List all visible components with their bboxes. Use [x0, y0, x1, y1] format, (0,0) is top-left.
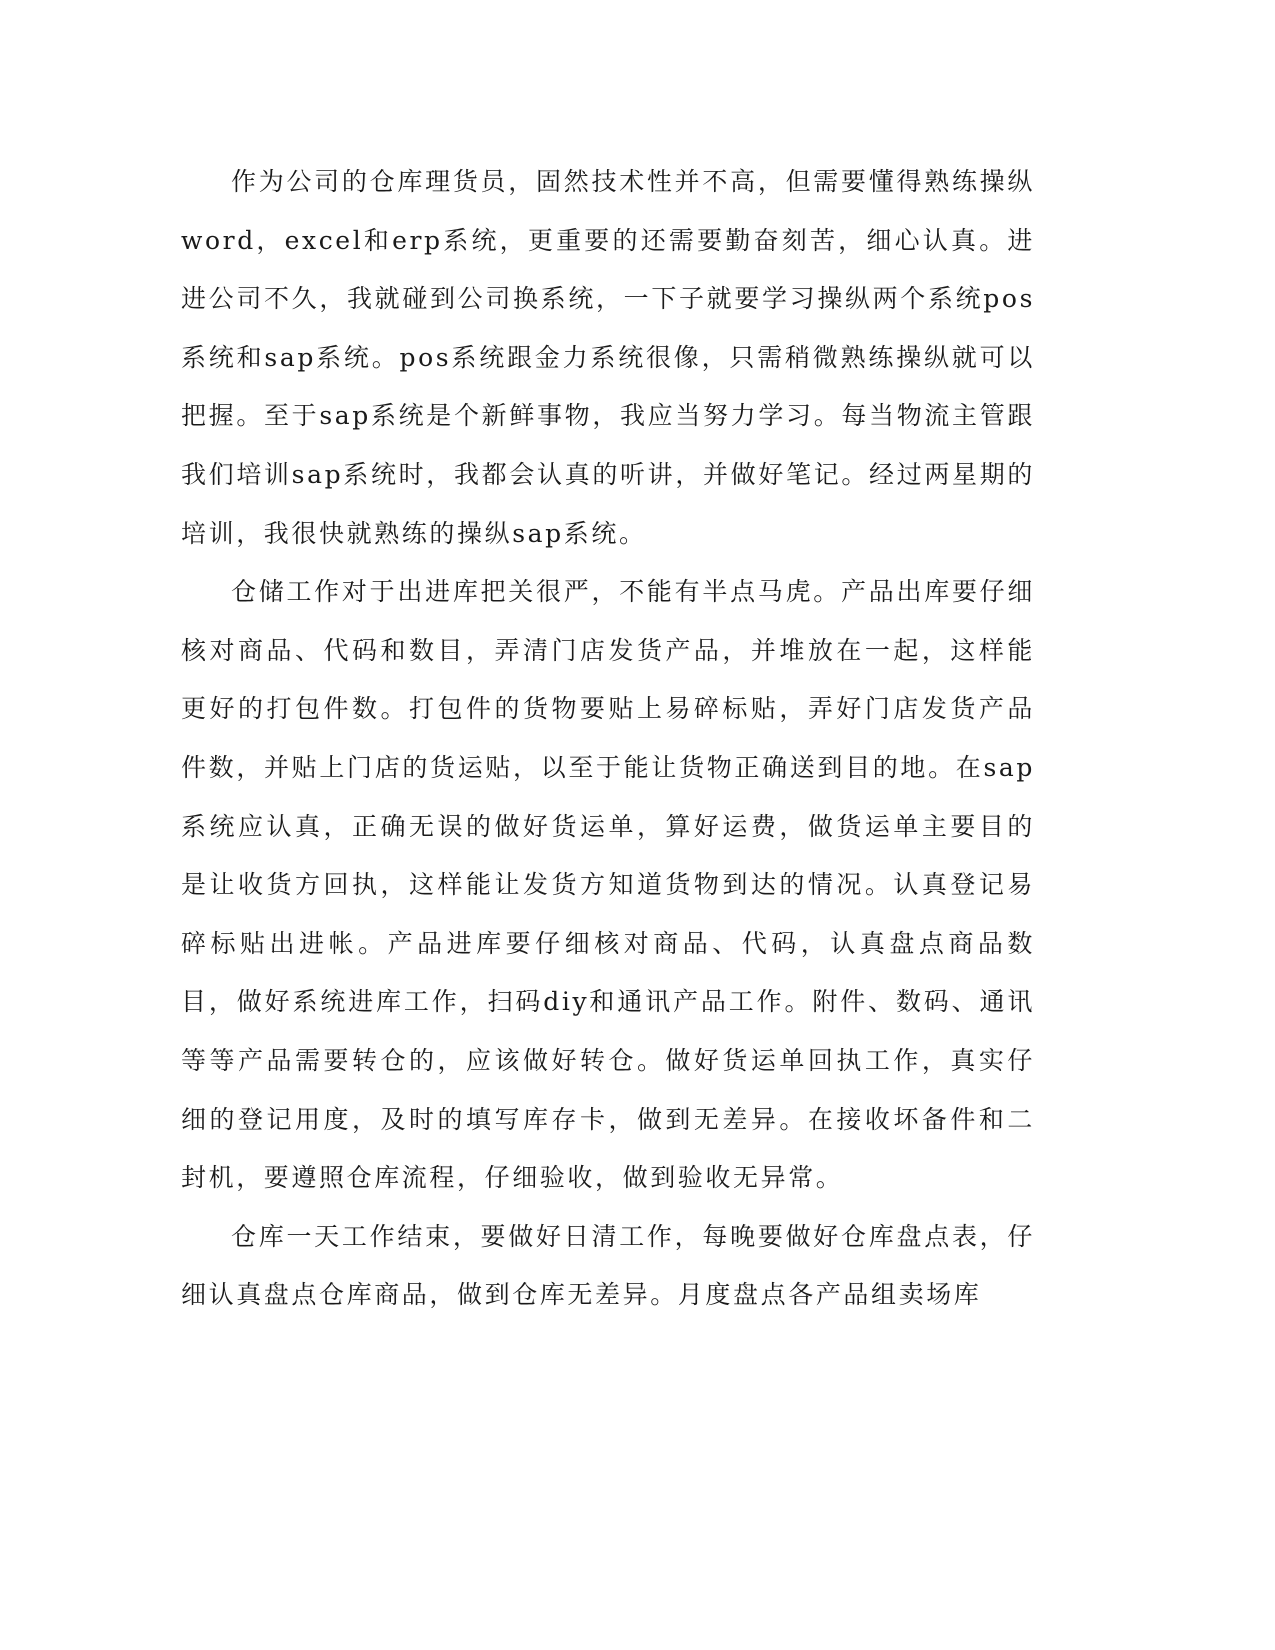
- document-body: [181, 153, 1035, 1325]
- paragraph-system-training: 作为公司的仓库理货员，固然技术性并不高，但需要懂得熟练操纵word，excel和erp系统，更重要的还需要勤奋刻苦，细心认真。进进公司不久，我就碰到公司换系统，一下子就要学习操纵两个系统pos系统和sap系统。pos系统跟金力系统很像，只需稍微熟练操纵就可以把握。至于sap系统是个新鲜事物，我应当努力学习。每当物流主管跟我们培训sap系统时，我都会认真的听讲，并做好笔记。经过两星期的培训，我很快就熟练的操纵sap系统。: [181, 167, 1035, 548]
- paragraph-warehouse-inout: 仓储工作对于出进库把关很严，不能有半点马虎。产品出库要仔细核对商品、代码和数目，弄清门店发货产品，并堆放在一起，这样能更好的打包件数。打包件的货物要贴上易碎标贴，弄好门店发货产品件数，并贴上门店的货运贴，以至于能让货物正确送到目的地。在sap系统应认真，正确无误的做好货运单，算好运费，做货运单主要目的是让收货方回执，这样能让发货方知道货物到达的情况。认真登记易碎标贴出进帐。产品进库要仔细核对商品、代码，认真盘点商品数目，做好系统进库工作，扫码diy和通讯产品工作。附件、数码、通讯等等产品需要转仓的，应该做好转仓。做好货运单回执工作，真实仔细的登记用度，及时的填写库存卡，做到无差异。在接收坏备件和二封机，要遵照仓库流程，仔细验收，做到验收无异常。: [181, 577, 1035, 1193]
- paragraph-daily-inventory: 仓库一天工作结束，要做好日清工作，每晚要做好仓库盘点表，仔细认真盘点仓库商品，做到仓库无差异。月度盘点各产品组卖场库: [181, 1221, 1035, 1310]
